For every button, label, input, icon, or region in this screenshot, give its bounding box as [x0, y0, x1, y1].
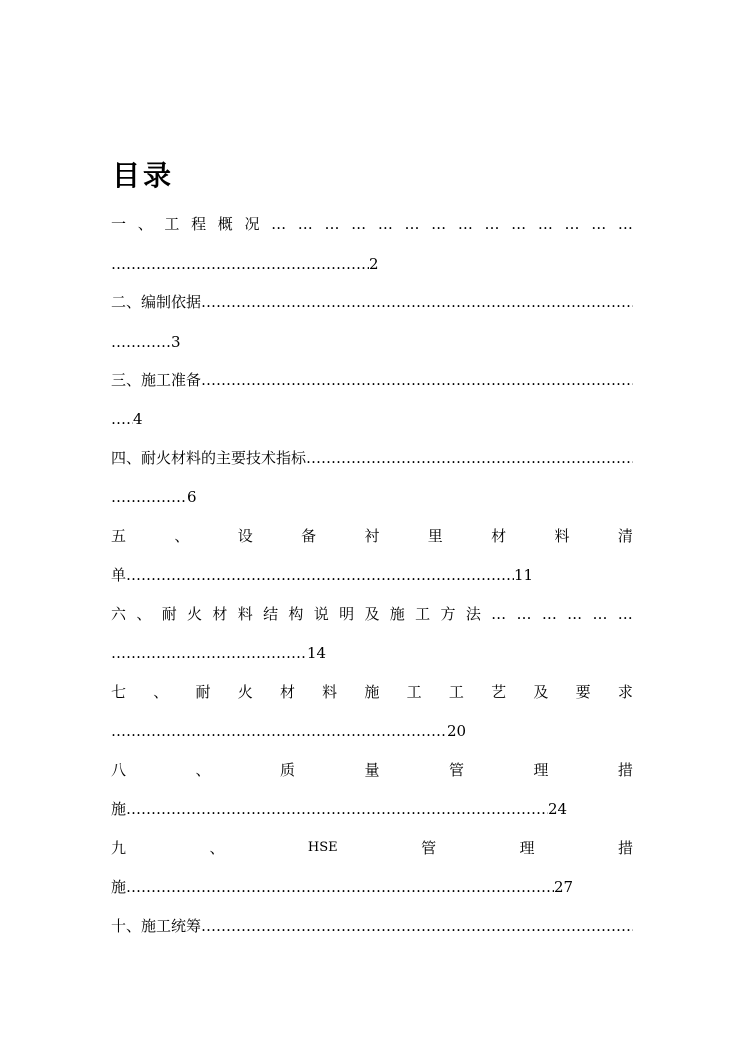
toc-char: 结 [263, 605, 279, 623]
toc-page-number: 2 [369, 255, 379, 273]
toc-char: 、 [153, 683, 169, 701]
toc-leader [201, 368, 633, 392]
toc-char: 五 [111, 527, 127, 545]
toc-char: 管 [421, 839, 437, 857]
toc-char: 、 [137, 215, 153, 233]
toc-char: 、 [195, 761, 211, 779]
toc-char: 料 [322, 683, 338, 701]
toc-entry-9-line-2[interactable] [111, 875, 633, 899]
toc-leader [111, 252, 369, 276]
toc-char: 耐 [195, 683, 211, 701]
toc-entry-label: 三、施工准备 [111, 371, 202, 389]
toc-page-number: 6 [187, 488, 197, 506]
toc-char: 管 [448, 761, 464, 779]
toc-leader [111, 641, 307, 665]
toc-char: 火 [237, 683, 253, 701]
toc-char: 火 [187, 605, 203, 623]
toc-entry-1-line-1[interactable] [111, 212, 633, 236]
toc-entry-10-line-1[interactable] [111, 914, 633, 938]
toc-char: 、 [136, 605, 152, 623]
toc-char: 料 [554, 527, 570, 545]
toc-char: 材 [491, 527, 507, 545]
toc-page-number: 24 [548, 800, 568, 818]
toc-char: 清 [617, 527, 633, 545]
toc-entry-1-line-2[interactable] [111, 252, 633, 276]
toc-char: 备 [301, 527, 317, 545]
toc-entry-label-continued: 施 [111, 878, 127, 896]
toc-entry-label: 四、耐火材料的主要技术指标 [111, 449, 307, 467]
toc-leader: … [484, 215, 500, 233]
toc-entry-5-line-2[interactable] [111, 563, 633, 587]
toc-char: 、 [174, 527, 190, 545]
toc-leader: … [271, 215, 287, 233]
toc-leader: … [324, 215, 340, 233]
toc-char: 艺 [491, 683, 507, 701]
toc-char: 求 [617, 683, 633, 701]
toc-char: 料 [237, 605, 253, 623]
toc-entry-2-line-2[interactable] [111, 330, 633, 354]
toc-char: 明 [339, 605, 355, 623]
toc-leader: … [511, 215, 527, 233]
toc-char: 衬 [364, 527, 380, 545]
toc-char: 设 [237, 527, 253, 545]
toc-char: 工 [164, 215, 180, 233]
toc-leader [126, 797, 548, 821]
toc-char: 九 [111, 839, 127, 857]
toc-page-number: 4 [133, 410, 143, 428]
toc-char: 况 [244, 215, 260, 233]
toc-char: 程 [191, 215, 207, 233]
toc-page-number: 14 [307, 644, 327, 662]
toc-char: HSE [307, 840, 338, 855]
toc-char: 方 [440, 605, 456, 623]
toc-entry-2-line-1[interactable] [111, 290, 633, 314]
toc-char: 、 [209, 839, 225, 857]
toc-leader: … [491, 605, 507, 623]
toc-leader: … [377, 215, 393, 233]
toc-leader: … [592, 605, 608, 623]
toc-page-number: 27 [554, 878, 574, 896]
toc-char: 一 [111, 215, 127, 233]
toc-leader [111, 719, 447, 743]
toc-leader: … [457, 215, 473, 233]
toc-page-number: 11 [514, 566, 534, 584]
toc-leader: … [564, 215, 580, 233]
toc-char: 七 [111, 683, 127, 701]
toc-leader [111, 407, 133, 431]
toc-entry-9-line-1[interactable] [111, 836, 633, 860]
toc-leader: … [567, 605, 583, 623]
toc-entry-8-line-1[interactable] [111, 758, 633, 782]
toc-char: 及 [533, 683, 549, 701]
toc-leader [201, 914, 633, 938]
toc-char: 材 [212, 605, 228, 623]
toc-entry-label-continued: 单 [111, 566, 127, 584]
toc-leader: … [404, 215, 420, 233]
toc-entry-6-line-2[interactable] [111, 641, 633, 665]
toc-char: 法 [465, 605, 481, 623]
toc-entry-7-line-1[interactable] [111, 680, 633, 704]
toc-char: 工 [448, 683, 464, 701]
toc-entry-6-line-1[interactable] [111, 602, 633, 626]
toc-char: 八 [111, 761, 127, 779]
toc-char: 概 [217, 215, 233, 233]
toc-leader [126, 875, 554, 899]
toc-char: 耐 [161, 605, 177, 623]
toc-char: 工 [415, 605, 431, 623]
toc-leader: … [591, 215, 607, 233]
toc-entry-8-line-2[interactable] [111, 797, 633, 821]
toc-char: 施 [389, 605, 405, 623]
toc-entry-3-line-2[interactable] [111, 407, 633, 431]
toc-leader: … [431, 215, 447, 233]
toc-char: 构 [288, 605, 304, 623]
toc-entry-7-line-2[interactable] [111, 719, 633, 743]
toc-char: 理 [519, 839, 535, 857]
toc-leader: … [537, 215, 553, 233]
toc-leader: … [516, 605, 532, 623]
toc-char: 量 [364, 761, 380, 779]
toc-char: 理 [533, 761, 549, 779]
toc-char: 里 [427, 527, 443, 545]
toc-title: 目录 [112, 159, 175, 192]
toc-char: 及 [364, 605, 380, 623]
toc-leader [201, 290, 633, 314]
toc-char: 材 [279, 683, 295, 701]
toc-leader: … [617, 215, 633, 233]
toc-leader: … [297, 215, 313, 233]
toc-char: 质 [279, 761, 295, 779]
toc-page-number: 20 [447, 722, 467, 740]
toc-leader: … [617, 605, 633, 623]
toc-page-number: 3 [171, 333, 181, 351]
toc-entry-5-line-1[interactable] [111, 524, 633, 548]
toc-entry-3-line-1[interactable] [111, 368, 633, 392]
toc-char: 施 [364, 683, 380, 701]
toc-leader [111, 485, 187, 509]
toc-leader [306, 446, 633, 470]
toc-char: 要 [575, 683, 591, 701]
toc-leader [111, 330, 171, 354]
toc-entry-label: 十、施工统筹 [111, 917, 202, 935]
toc-char: 措 [617, 839, 633, 857]
toc-entry-4-line-1[interactable] [111, 446, 633, 470]
toc-entry-label-continued: 施 [111, 800, 127, 818]
toc-leader: … [541, 605, 557, 623]
toc-char: 六 [111, 605, 127, 623]
toc-entry-4-line-2[interactable] [111, 485, 633, 509]
toc-char: 措 [617, 761, 633, 779]
toc-char: 工 [406, 683, 422, 701]
toc-leader [126, 563, 514, 587]
toc-leader: … [351, 215, 367, 233]
toc-entry-label: 二、编制依据 [111, 293, 202, 311]
toc-char: 说 [313, 605, 329, 623]
